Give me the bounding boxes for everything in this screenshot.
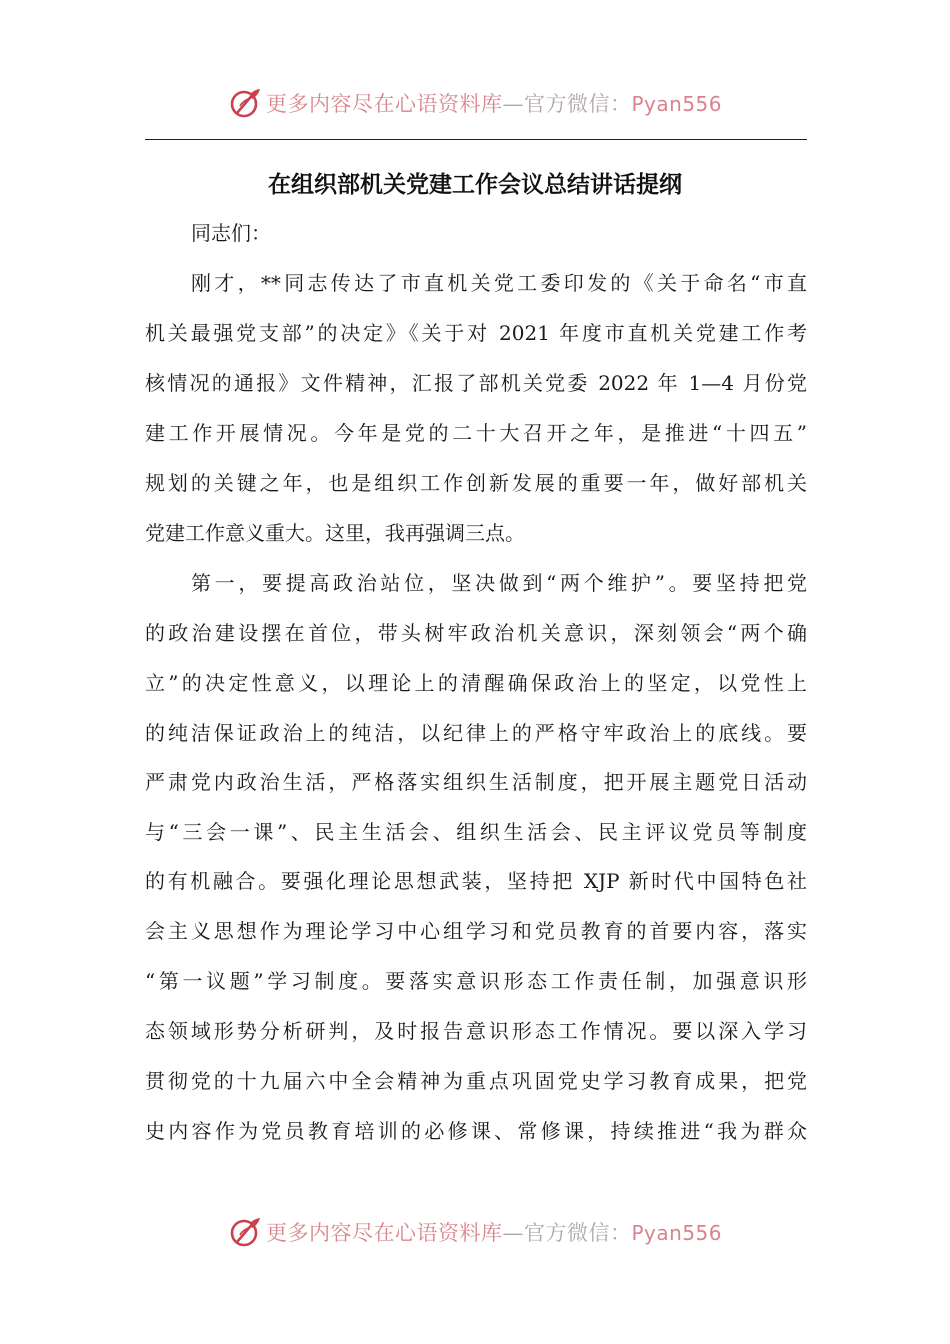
watermark-text: 更多内容尽在心语资料库—官方微信：Pyan556	[266, 92, 723, 116]
quill-logo-icon	[228, 86, 262, 120]
quill-logo-icon	[228, 1215, 262, 1249]
body-line: 严肃党内政治生活，严格落实组织生活制度，把开展主题党日活动	[145, 770, 807, 794]
body-line: 党建工作意义重大。这里，我再强调三点。	[145, 521, 525, 545]
body-line: 会主义思想作为理论学习中心组学习和党员教育的首要内容，落实	[145, 919, 807, 943]
body-line: 刚才，**同志传达了市直机关党工委印发的《关于命名“市直	[191, 271, 807, 295]
body-line: 的政治建设摆在首位，带头树牢政治机关意识，深刻领会“两个确	[145, 621, 807, 645]
body-line: 立”的决定性意义，以理论上的清醒确保政治上的坚定，以党性上	[145, 671, 807, 695]
body-line: 建工作开展情况。今年是党的二十大召开之年，是推进“十四五”	[145, 421, 807, 445]
document-title: 在组织部机关党建工作会议总结讲话提纲	[268, 172, 682, 198]
watermark-text: 更多内容尽在心语资料库—官方微信：Pyan556	[266, 1221, 723, 1245]
body-line: “第一议题”学习制度。要落实意识形态工作责任制，加强意识形	[145, 969, 807, 993]
header-divider	[145, 139, 807, 140]
body-line: 规划的关键之年，也是组织工作创新发展的重要一年，做好部机关	[145, 471, 807, 495]
greeting: 同志们：	[191, 221, 271, 245]
body-line: 的纯洁保证政治上的纯洁，以纪律上的严格守牢政治上的底线。要	[145, 721, 807, 745]
body-line: 核情况的通报》文件精神，汇报了部机关党委 2022 年 1—4 月份党	[145, 371, 807, 395]
body-line: 贯彻党的十九届六中全会精神为重点巩固党史学习教育成果，把党	[145, 1069, 807, 1093]
body-line: 第一，要提高政治站位，坚决做到“两个维护”。要坚持把党	[191, 571, 807, 595]
body-line: 机关最强党支部”的决定》《关于对 2021 年度市直机关党建工作考	[145, 321, 807, 345]
header-watermark-banner	[0, 83, 950, 123]
body-line: 史内容作为党员教育培训的必修课、常修课，持续推进“我为群众	[145, 1119, 807, 1143]
footer-watermark-banner	[0, 1212, 950, 1252]
body-line: 与“三会一课”、民主生活会、组织生活会、民主评议党员等制度	[145, 820, 807, 844]
body-line: 态领域形势分析研判，及时报告意识形态工作情况。要以深入学习	[145, 1019, 807, 1043]
body-line: 的有机融合。要强化理论思想武装，坚持把 XJP 新时代中国特色社	[145, 869, 807, 893]
